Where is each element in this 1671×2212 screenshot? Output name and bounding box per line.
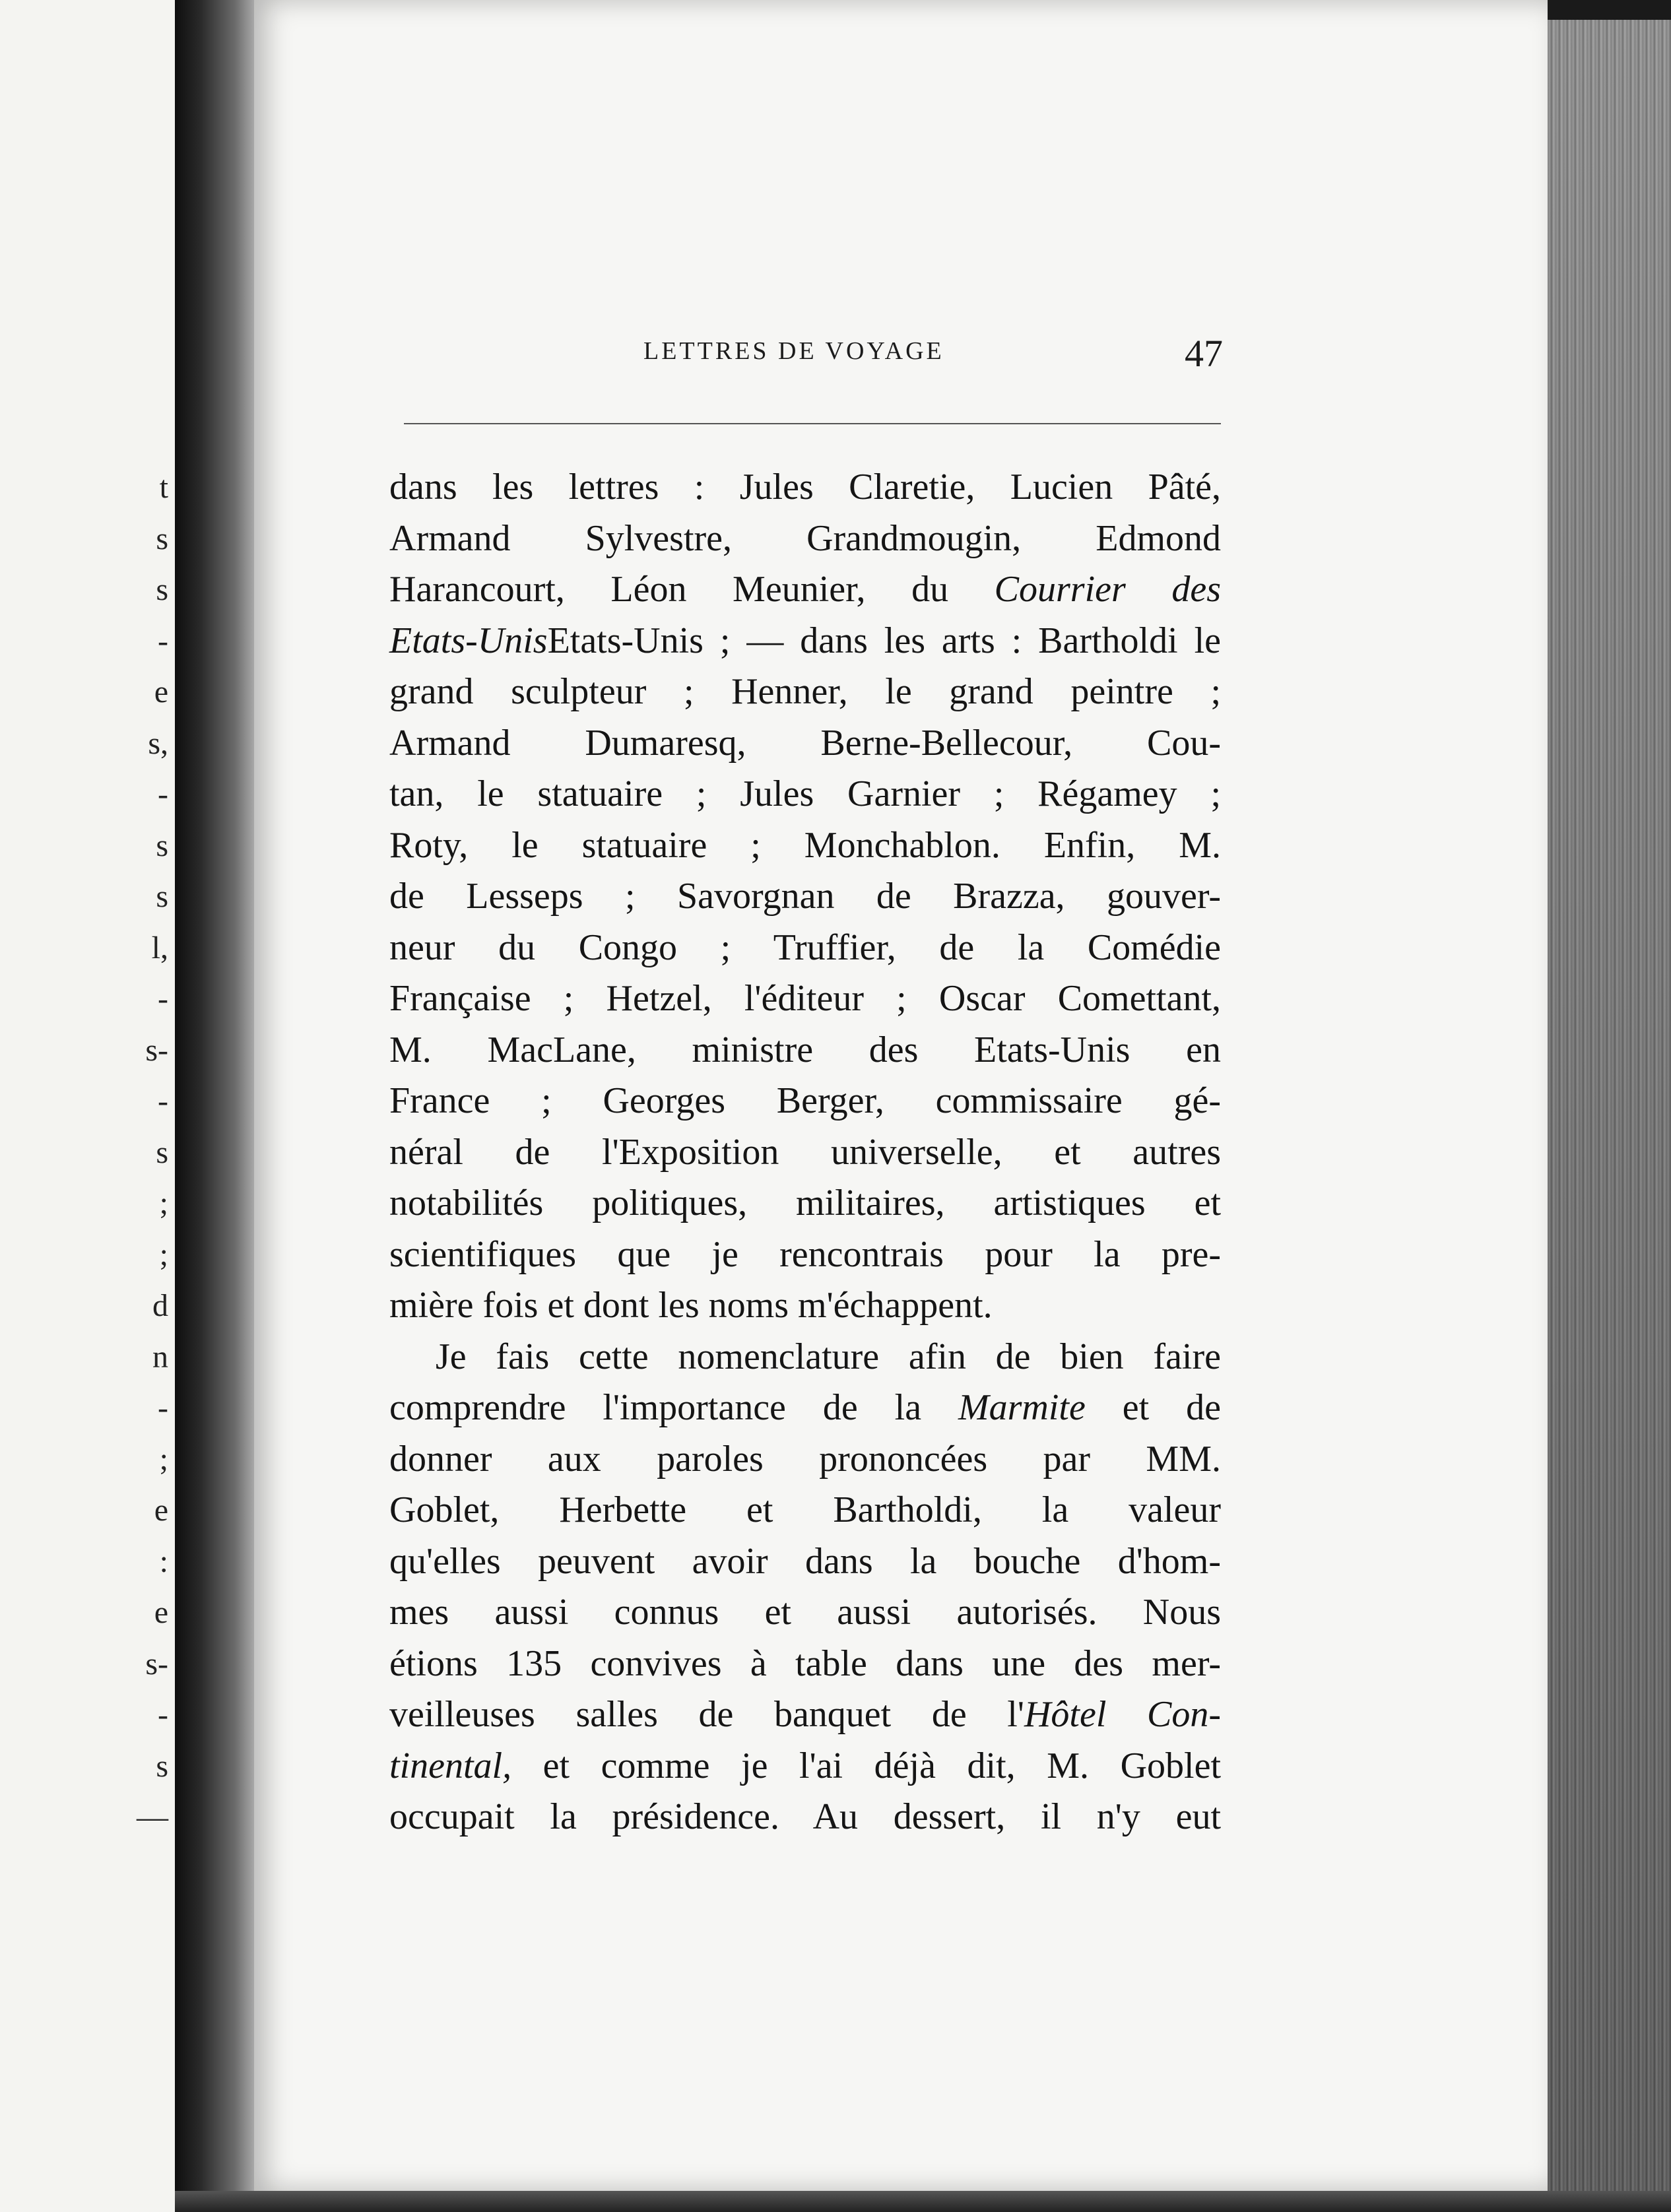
text-segment: Harancourt, Léon Meunier, du: [389, 569, 995, 610]
left-page-fragment: s: [156, 1135, 168, 1170]
left-page-fragment: ;: [159, 1186, 168, 1221]
text-line: Armand Sylvestre, Grandmougin, Edmond: [389, 517, 1221, 559]
page-body: [389, 462, 1221, 1843]
left-page-fragment: -: [158, 1084, 168, 1119]
running-title: LETTRES DE VOYAGE: [643, 337, 944, 365]
facing-page-left: [0, 0, 175, 2212]
left-page-fragment: d: [152, 1288, 168, 1323]
text-line: grand sculpteur ; Henner, le grand peintre ;: [389, 671, 1221, 712]
text-segment: Etats-Unis ;: [547, 620, 747, 661]
text-line: néral de l'Exposition universelle, et autres: [389, 1131, 1221, 1173]
italic-title: Marmite: [958, 1387, 1086, 1428]
left-page-fragment: e: [154, 1493, 168, 1528]
book-bottom-edge: [175, 2191, 1671, 2212]
text-line: de Lesseps ; Savorgnan de Brazza, gouver-: [389, 876, 1221, 917]
left-page-fragment: -: [158, 777, 168, 812]
text-line: occupait la présidence. Au dessert, il n'y eut: [389, 1796, 1221, 1837]
left-page-fragment: s: [156, 828, 168, 863]
left-page-fragment: t: [159, 470, 168, 505]
italic-title: Hôtel Con-: [1024, 1694, 1221, 1735]
left-page-fragment: -: [158, 1390, 168, 1425]
text-line: scientifiques que je rencontrais pour la pre-: [389, 1233, 1221, 1275]
text-line: [389, 616, 1221, 667]
left-page-fragment: n: [152, 1340, 168, 1375]
italic-title: Etats-Unis: [389, 620, 548, 661]
left-page-fragment: s: [156, 572, 168, 607]
left-page-fragment: -: [158, 624, 168, 659]
left-page-fragment: -: [158, 981, 168, 1016]
text-segment: et de: [1085, 1387, 1221, 1428]
page-number: 47: [1185, 332, 1223, 375]
text-line: M. MacLane, ministre des Etats-Unis en: [389, 1029, 1221, 1070]
text-segment: — dans les arts : Bartholdi le: [746, 620, 1221, 661]
left-page-fragment: s: [156, 1749, 168, 1784]
header-rule: [404, 423, 1221, 424]
book-gutter-shadow: [175, 0, 261, 2212]
text-line: [389, 1382, 1221, 1434]
text-line: étions 135 convives à table dans une des mer-: [389, 1643, 1221, 1684]
text-line: [389, 564, 1221, 616]
text-line: mes aussi connus et aussi autorisés. Nous: [389, 1592, 1221, 1633]
left-page-fragment: s: [156, 879, 168, 914]
text-line: tan, le statuaire ; Jules Garnier ; Régamey ;: [389, 773, 1221, 814]
left-page-fragment: ;: [159, 1237, 168, 1272]
left-page-fragment: s,: [148, 726, 168, 761]
left-page-fragment: e: [154, 1595, 168, 1630]
italic-title: tinental,: [389, 1745, 512, 1786]
left-page-fragment: s: [156, 521, 168, 556]
text-segment: et comme je l'ai déjà dit, M. Goblet: [511, 1745, 1221, 1786]
text-line: [389, 1741, 1221, 1792]
text-line: Française ; Hetzel, l'éditeur ; Oscar Comettant,: [389, 978, 1221, 1019]
left-page-fragment: s-: [145, 1033, 168, 1068]
text-line: Goblet, Herbette et Bartholdi, la valeur: [389, 1489, 1221, 1530]
left-page-fragment: —: [137, 1800, 168, 1835]
left-page-fragment: l,: [151, 930, 168, 965]
text-line: France ; Georges Berger, commissaire gé-: [389, 1080, 1221, 1121]
left-page-fragment: e: [154, 674, 168, 709]
text-line: Je fais cette nomenclature afin de bien faire: [436, 1336, 1221, 1377]
text-line: dans les lettres : Jules Claretie, Lucien Pâté,: [389, 467, 1221, 507]
text-line: notabilités politiques, militaires, artistiques et: [389, 1183, 1221, 1223]
text-line: donner aux paroles prononcées par MM.: [389, 1438, 1221, 1480]
text-line: Armand Dumaresq, Berne-Bellecour, Cou-: [389, 722, 1221, 764]
italic-title: Courrier des: [994, 569, 1221, 610]
left-page-fragment: s-: [145, 1646, 168, 1681]
text-line: mière fois et dont les noms m'échappent.: [389, 1285, 993, 1326]
text-segment: comprendre l'importance de la: [389, 1387, 958, 1428]
text-segment: veilleuses salles de banquet de l': [389, 1694, 1024, 1735]
left-page-fragment: :: [159, 1544, 168, 1579]
text-line: [389, 1689, 1221, 1741]
text-line: qu'elles peuvent avoir dans la bouche d'hom-: [389, 1540, 1221, 1582]
book-page-edges: [1548, 20, 1671, 2212]
text-line: Roty, le statuaire ; Monchablon. Enfin, M.: [389, 824, 1221, 866]
left-page-fragment: -: [158, 1697, 168, 1732]
text-line: neur du Congo ; Truffier, de la Comédie: [389, 927, 1221, 968]
left-page-fragment: ;: [159, 1442, 168, 1477]
